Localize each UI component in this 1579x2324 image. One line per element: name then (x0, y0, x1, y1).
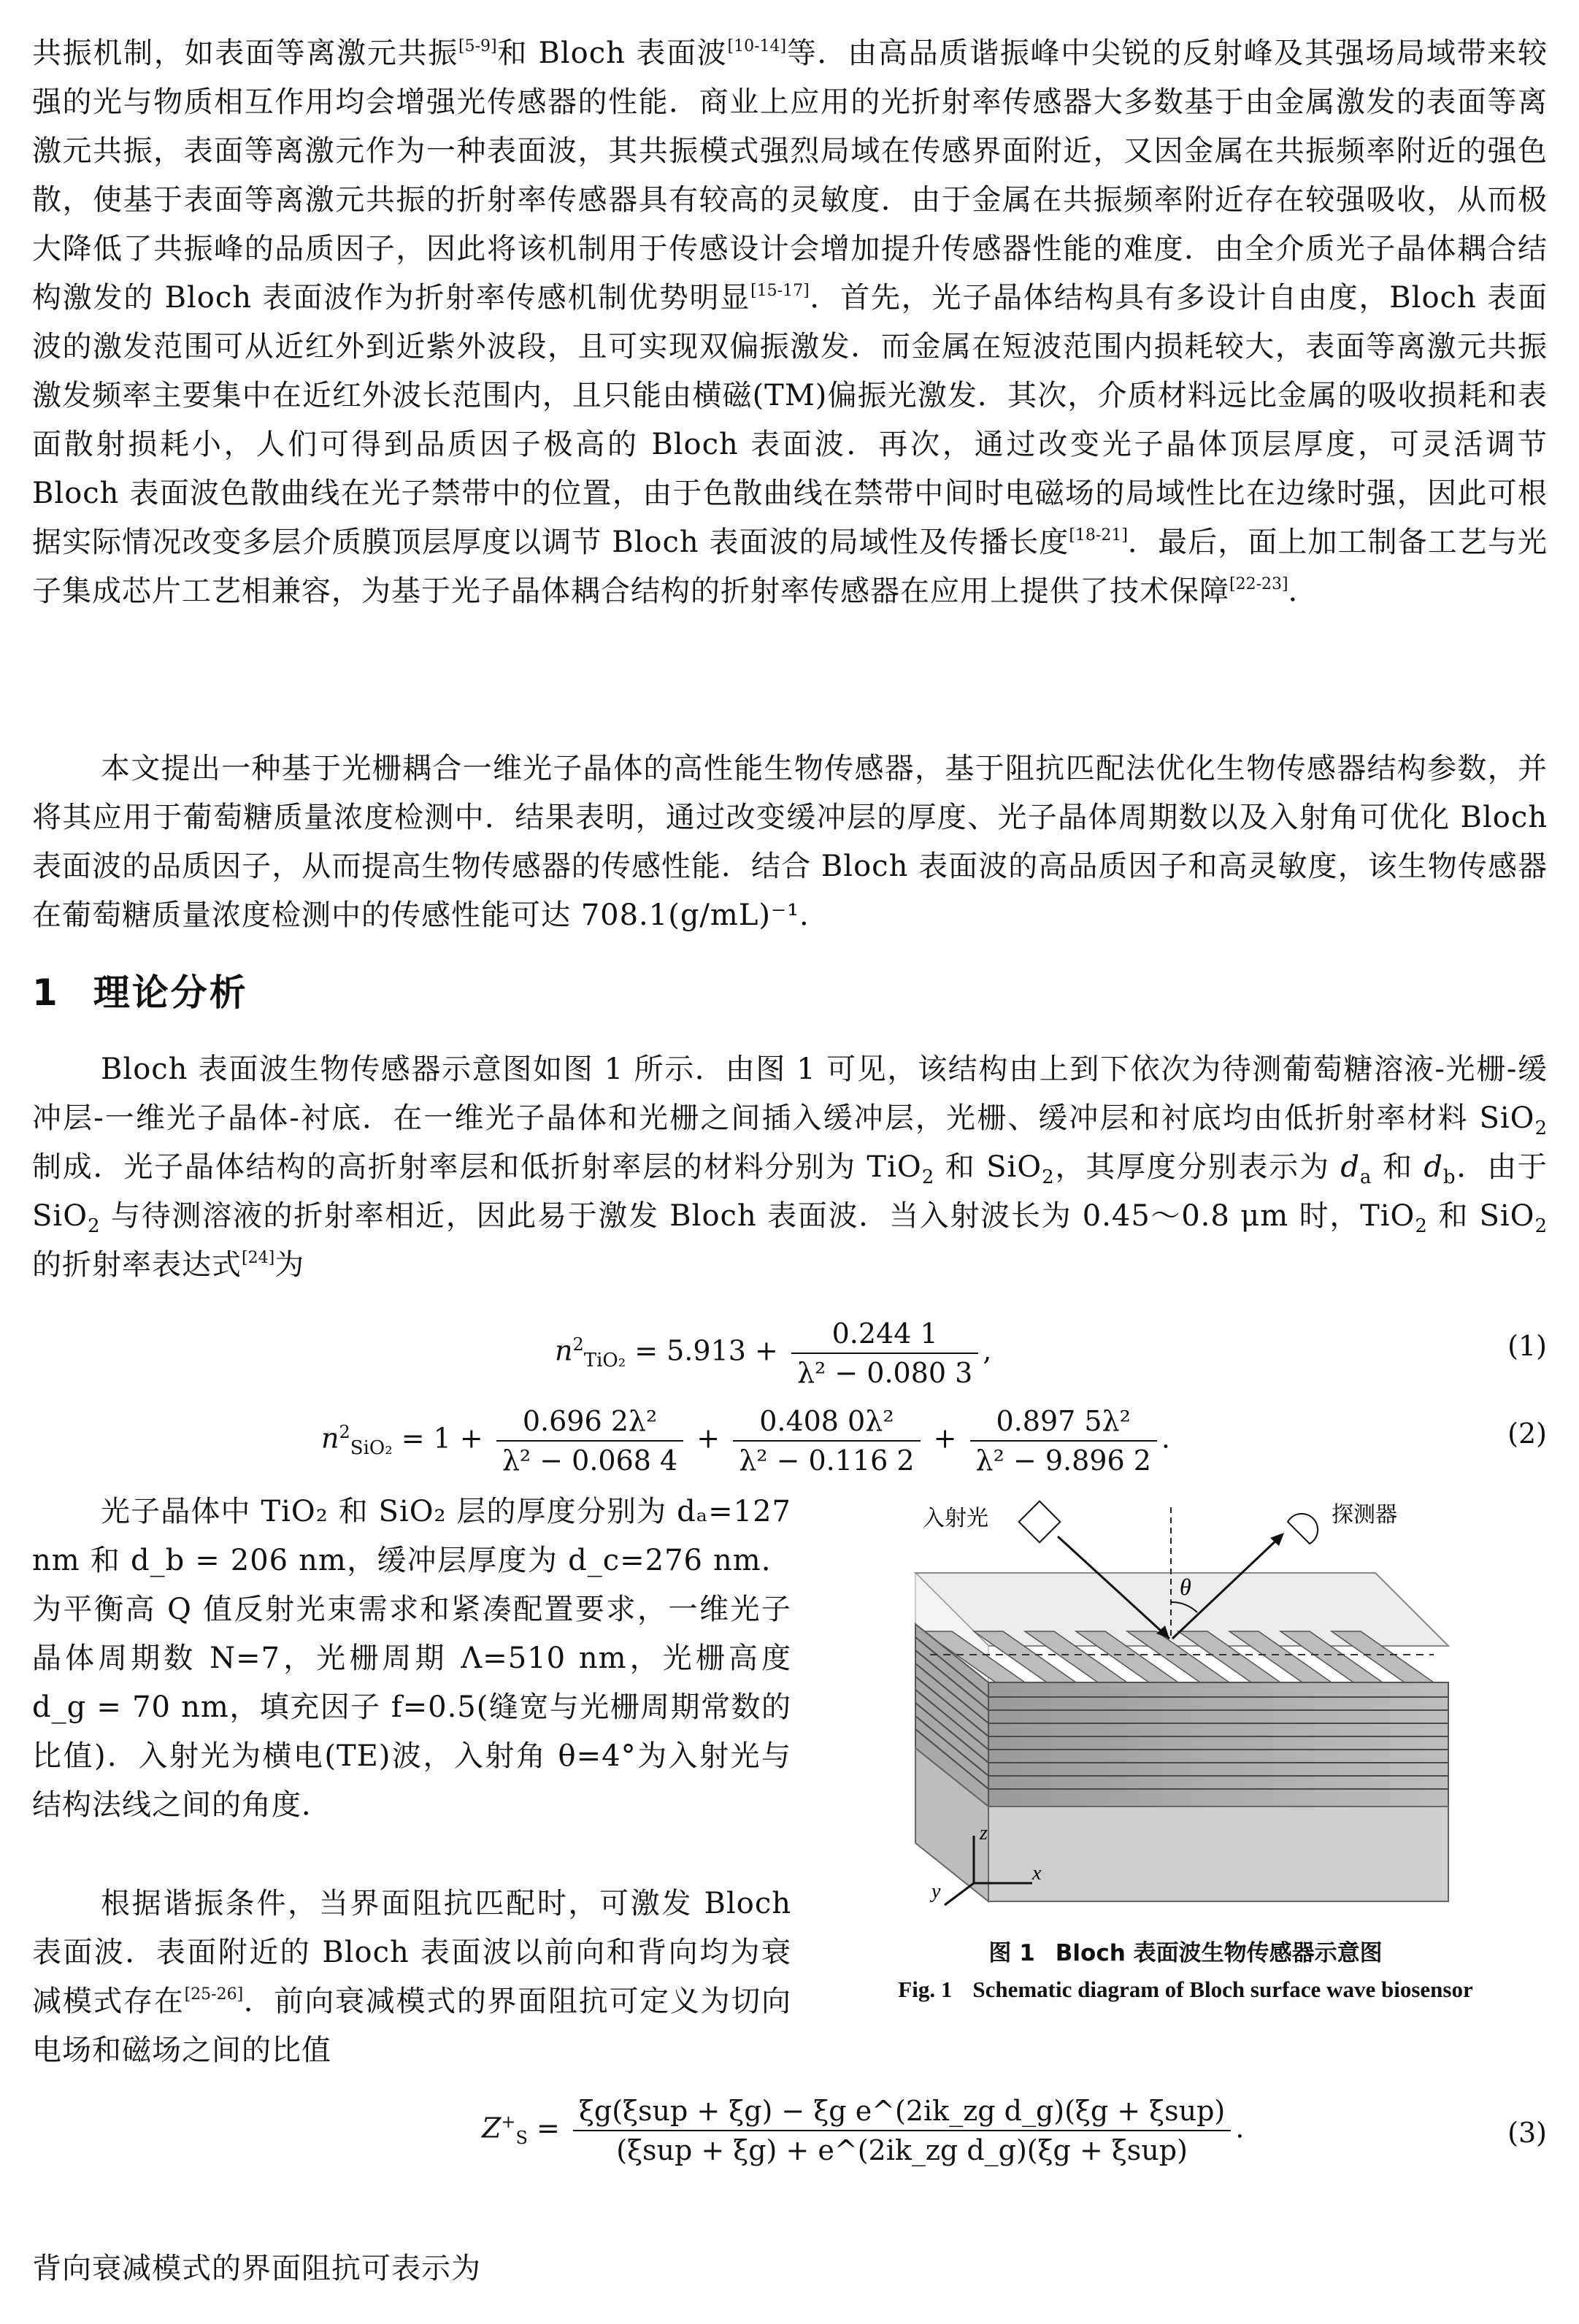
text-run: ．最后，面上加工制备工艺与光子集成芯片工艺相兼容，为基于光子晶体耦合结构的折射率传感器在应用上提供了技术保障 (32, 526, 1548, 608)
subscript: 2 (921, 1166, 935, 1188)
caption-text: Bloch 表面波生物传感器示意图 (1055, 1940, 1383, 1966)
subscript: 2 (88, 1215, 101, 1237)
intro-paragraph-1 (32, 29, 1548, 616)
citation: [15-17] (750, 282, 810, 300)
citation: [22-23] (1229, 575, 1288, 593)
equation-2-number: (2) (1507, 1417, 1547, 1450)
axis-y (945, 1883, 974, 1905)
intro-paragraph-2: 本文提出一种基于光栅耦合一维光子晶体的高性能生物传感器，基于阻抗匹配法优化生物传感器结构参数，并将其应用于葡萄糖质量浓度检测中．结果表明，通过改变缓冲层的厚度、光子晶体周期数以及入射角可优化 Bloch 表面波的品质因子，从而提高生物传感器的传感性能．结合 Bloch 表面波的高品质因子和高灵敏度，该生物传感器在葡萄糖质量浓度检测中的传感性能可达 708.1(g/mL)⁻¹． (32, 752, 1548, 932)
citation: [24] (242, 1249, 275, 1267)
text-run: 和 SiO (1427, 1199, 1535, 1233)
eq-const: 5.913 (666, 1334, 746, 1367)
eq-fraction (496, 1405, 683, 1477)
axis-z-label: z (980, 1822, 988, 1844)
text-run: ．首先，光子晶体结构具有多设计自由度，Bloch 表面波的激发范围可从近红外到近紫外波段，且可实现双偏振激发．而金属在短波范围内损耗较大，表面等离激元共振激发频率主要集中在近红外波长范围内，且只能由横磁(TM)偏振光激发．其次，介质材料远比金属的吸收损耗和表面散射损耗小，人们可得到品质因子极高的 Bloch 表面波．再次，通过改变光子晶体顶层厚度，可灵活调节 Bloch 表面波色散曲线在光子禁带中的位置，由于色散曲线在禁带中间时电磁场的局域性比在边缘时强，因此可根据实际情况改变多层介质膜顶层厚度以调节 Bloch 表面波的局域性及传播长度 (32, 281, 1548, 559)
eq-fraction (733, 1405, 920, 1477)
citation: [18-21] (1069, 526, 1128, 545)
subscript: 2 (1042, 1166, 1055, 1188)
eq-numerator: 0.408 0λ² (733, 1405, 920, 1442)
equation-1: $n^2_{TiO_2} = 5.913$ + $\frac{0.244 1}{\text{λ² − 0.080 3}}$ , (555, 1317, 992, 1389)
eq-lhs: Z (482, 2112, 502, 2144)
text-run: ，其厚度分别表示为 (1054, 1150, 1341, 1184)
section-number: 1 (32, 971, 60, 1014)
text-run: ．由于 SiO (32, 1150, 1548, 1233)
text-run: ．前向衰减模式的界面阻抗可定义为切向电场和磁场之间的比值 (32, 1985, 792, 2067)
params-paragraph: 光子晶体中 TiO₂ 和 SiO₂ 层的厚度分别为 dₐ=127 nm 和 d_b = 206 nm，缓冲层厚度为 d_c=276 nm．为平衡高 Q 值反射光束需求和紧凑配置要求，一维光子晶体周期数 N=7，光栅周期 Λ=510 nm，光栅高度 d_g = 70 nm，填充因子 f=0.5(缝宽与光栅周期常数的比值)．入射光为横电(TE)波，入射角 θ=4°为入射光与结构法线之间的角度． (32, 1495, 791, 1822)
eq-numerator: 0.897 5λ² (970, 1405, 1157, 1442)
equation-3: $Z^+_S$ = $\frac{\text{ξg(ξsup + ξg) − ξg e\textasciicircum{}(2ik\_zg d\_g)(ξg + ξsup)}}{\text{(ξsup + ξg) + e\textasciicircum{}(2ik\_zg d\_g)(ξg + ξsup)}}$ . (482, 2095, 1245, 2166)
symbol: d (1424, 1150, 1443, 1184)
axis-x-label: x (1032, 1862, 1042, 1885)
text-run: 等．由高品质谐振峰中尖锐的反射峰及其强场局域带来较强的光与物质相互作用均会增强光传感器的性能．商业上应用的光折射率传感器大多数基于由金属激发的表面等离激元共振，表面等离激元作为一种表面波，其共振模式强烈局域在传感界面附近，又因金属在共振频率附近的强色散，使基于表面等离激元共振的折射率传感器具有较高的灵敏度．由于金属在共振频率附近存在较强吸收，从而极大降低了共振峰的品质因子，因此将该机制用于传感设计会增加提升传感器性能的难度．由全介质光子晶体耦合结构激发的 Bloch 表面波作为折射率传感机制优势明显 (32, 36, 1548, 315)
caption-label: Fig. 1 (898, 1977, 953, 2002)
eq-denominator: λ² − 9.896 2 (975, 1444, 1151, 1477)
caption-text: Schematic diagram of Bloch surface wave biosensor (972, 1977, 1473, 2002)
text-run: 和 SiO (934, 1150, 1042, 1184)
eq-fraction (970, 1405, 1157, 1477)
eq-const: 1 (433, 1422, 451, 1455)
subscript: a (1359, 1166, 1372, 1188)
subscript: 2 (1534, 1215, 1548, 1237)
closing-line: 背向衰减模式的界面阻抗可表示为 (32, 2252, 481, 2285)
symbol: d (1340, 1150, 1360, 1184)
text-run: 根据谐振条件，当界面阻抗匹配时，可激发 Bloch 表面波．表面附近的 Bloch 表面波以前向和背向均为衰减模式存在 (32, 1887, 791, 2018)
equation-3-number: (3) (1507, 2117, 1547, 2149)
incident-light-label: 入射光 (923, 1506, 988, 1531)
eq-fraction (791, 1317, 978, 1389)
impedance-paragraph (32, 1879, 791, 2075)
figure-caption-en (806, 1977, 1565, 2003)
text-run: 为 (274, 1248, 305, 1282)
equation-2: $n^2_{SiO_2} = 1$ + $\frac{\text{0.696 2λ²}}{\text{λ² − 0.068 4}}$ + $\frac{\text{0.408 0λ²}}{\text{λ² − 0.116 2}}$ + $\frac{\text{0.897 5λ²}}{\text{λ² − 9.896 2}}$ . (321, 1405, 1170, 1477)
theta-label: θ (1180, 1574, 1191, 1600)
citation: [25-26] (184, 1985, 244, 2004)
eq-numerator: 0.244 1 (791, 1317, 978, 1354)
eq-lhs-sub: SiO₂ (350, 1437, 393, 1460)
equation-1-number: (1) (1507, 1330, 1547, 1362)
citation: [10-14] (727, 37, 787, 55)
text-run: 与待测溶液的折射率相近，因此易于激发 Bloch 表面波．当入射波长为 0.45～0.8 μm 时，TiO (100, 1199, 1415, 1233)
subscript: 2 (1415, 1215, 1428, 1237)
text-run: 和 (1372, 1150, 1424, 1184)
figure-caption-cn (806, 1934, 1565, 1967)
eq-lhs: n (321, 1422, 339, 1455)
text-run: 和 Bloch 表面波 (496, 36, 728, 70)
figure-1 (806, 1493, 1565, 1938)
detector-label: 探测器 (1332, 1502, 1397, 1528)
citation: [5-9] (458, 37, 497, 55)
eq-numerator: ξg(ξsup + ξg) − ξg e^(2ik_zg d_g)(ξg + ξsup) (573, 2095, 1231, 2131)
text-run: 共振机制，如表面等离激元共振 (32, 36, 459, 70)
axis-y-label: y (931, 1880, 941, 1903)
eq-lhs: n (555, 1334, 573, 1367)
text-run: Bloch 表面波生物传感器示意图如图 1 所示．由图 1 可见，该结构由上到下依次为待测葡萄糖溶液-光栅-缓冲层-一维光子晶体-衬底．在一维光子晶体和光栅之间插入缓冲层，光栅、缓冲层和衬底均由低折射率材料 SiO (32, 1053, 1548, 1135)
detector-icon (1288, 1514, 1318, 1544)
subscript: 2 (1534, 1117, 1548, 1139)
caption-label: 图 1 (988, 1940, 1035, 1966)
text-run: 的折射率表达式 (32, 1248, 242, 1282)
eq-denominator: λ² − 0.080 3 (796, 1357, 973, 1389)
text-run: 制成．光子晶体结构的高折射率层和低折射率层的材料分别为 TiO (32, 1150, 922, 1184)
light-source-icon (1019, 1501, 1061, 1543)
eq-fraction (573, 2095, 1231, 2166)
biosensor-schematic (806, 1493, 1565, 1938)
eq-denominator: (ξsup + ξg) + e^(2ik_zg d_g)(ξg + ξsup) (616, 2134, 1188, 2166)
eq-denominator: λ² − 0.116 2 (739, 1444, 915, 1477)
eq-lhs-sub: TiO₂ (583, 1350, 626, 1372)
section-title: 理论分析 (93, 971, 248, 1014)
eq-denominator: λ² − 0.068 4 (502, 1444, 678, 1477)
substrate-front (988, 1807, 1448, 1901)
theory-paragraph (32, 1045, 1548, 1290)
section-heading (32, 963, 248, 1016)
text-run: ． (1288, 574, 1318, 608)
eq-numerator: 0.696 2λ² (496, 1405, 683, 1442)
subscript: b (1442, 1166, 1456, 1188)
